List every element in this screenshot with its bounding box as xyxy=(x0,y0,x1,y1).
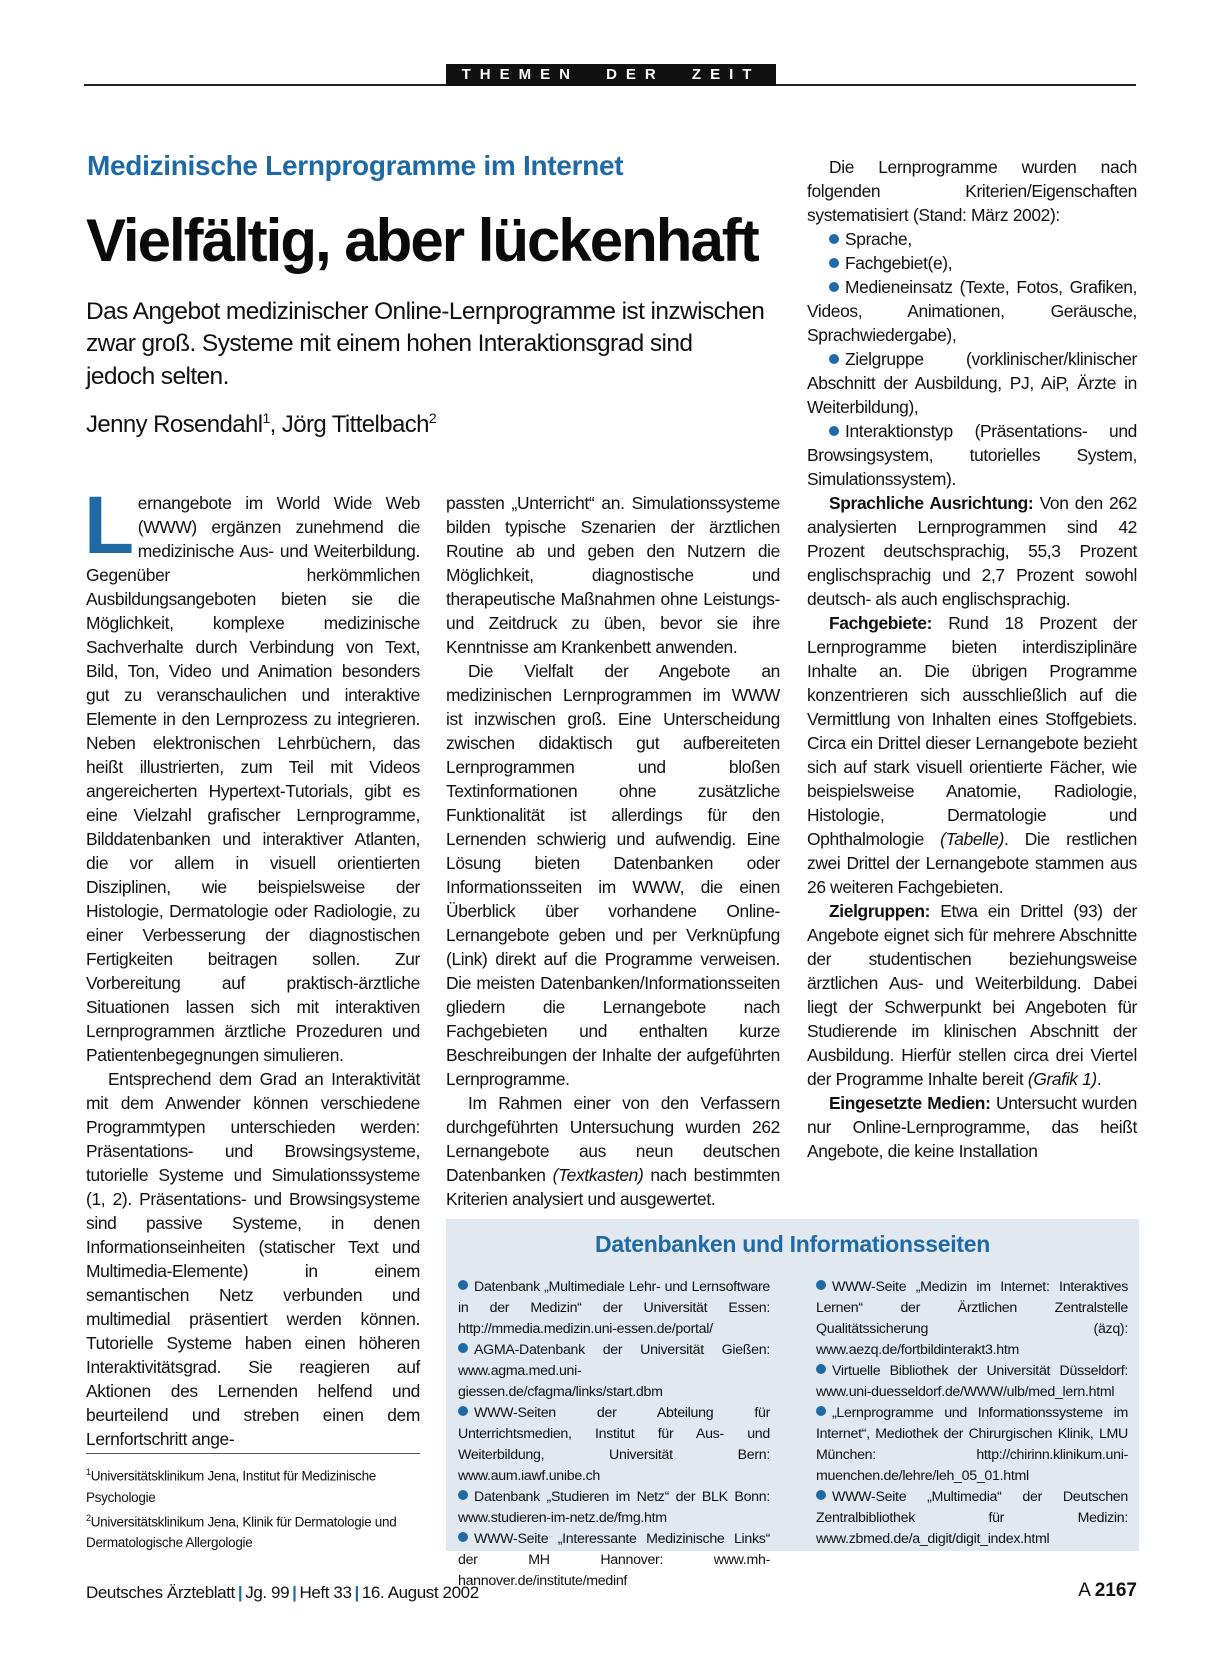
page-footer xyxy=(86,1583,479,1603)
paragraph: Entsprechend dem Grad an Interaktivität mit dem Anwender können verschiedene Programmtypen unterschieden werden: Präsentations- und Browsingsysteme, tutorielle Systeme und Simulationssysteme (1, 2). Präsentations- und Browsingsysteme sind passive Systeme, in denen Informationseinheiten (statischer Text und Multimedia-Elemente) in einem semantischen Netz verbunden und multimedial präsentiert werden können. Tutorielle Systeme haben einen höheren Interaktivitätsgrad. Sie reagieren auf Aktionen des Lernenden helfend und beurteilend und streben einen dem Lernfortschritt ange- xyxy=(86,1069,420,1449)
bullet-icon xyxy=(458,1343,468,1353)
paragraph-text: Untersucht wurden nur Online-Lernprogramme, das heißt Angebote, die keine Installation xyxy=(807,1093,1137,1161)
article-kicker: Medizinische Lernprogramme im Internet xyxy=(87,150,624,181)
article-authors xyxy=(86,410,436,439)
section-run-in-heading: Sprachliche Ausrichtung: xyxy=(829,493,1034,513)
criteria-list-item xyxy=(807,227,1137,251)
resource-text: „Lernprogramme und Informationssysteme im Internet“, Mediothek der Chirurgischen Klinik, LMU München: http://chirinn.klinikum.uni-muenchen.de/lehre/leh_05_01.html xyxy=(816,1405,1128,1484)
paragraph: Die Vielfalt der Angebote an medizinischen Lernprogrammen im WWW ist inzwischen groß. Eine Unterscheidung zwischen didaktisch gut aufbereiteten Lernprogrammen und bloßen Textinformationen ohne zusätzliche Funktionalität ist allerdings für den Lernenden schwierig und aufwendig. Eine Lösung bieten Datenbanken oder Informationsseiten im WWW, die einen Überblick über vorhandene Online-Lernangebote geben und per Verknüpfung (Link) direkt auf die Programme verweisen. Die meisten Datenbanken/Informationsseiten gliedern die Lernangebote nach Fachgebieten und enthalten kurze Beschreibungen der Inhalte der aufgeführten Lernprogramme. xyxy=(446,661,780,1089)
paragraph-text: Im Rahmen einer von den Verfassern durchgeführten Untersuchung wurden 262 Lernangebote aus neun deutschen Datenbanken xyxy=(446,1093,780,1185)
bullet-icon xyxy=(458,1532,468,1542)
bullet-icon xyxy=(829,354,839,364)
list-item-text: Interaktionstyp (Präsentations- und Browsingsystem, tutorielles System, Simulationssystem). xyxy=(807,421,1137,489)
resource-list-item xyxy=(458,1340,770,1403)
resource-text: Datenbank „Studieren im Netz“ der BLK Bonn: www.studieren-im-netz.de/fmg.htm xyxy=(458,1489,770,1526)
list-item-text: Fachgebiet(e), xyxy=(845,253,953,273)
criteria-list-item xyxy=(807,251,1137,275)
footnote-number: 2 xyxy=(86,1512,91,1523)
page-number-value: 2167 xyxy=(1094,1580,1137,1601)
bullet-icon xyxy=(829,426,839,436)
page-prefix: A xyxy=(1078,1580,1091,1601)
section-run-in-heading: Fachgebiete: xyxy=(829,613,933,633)
body-column-1 xyxy=(84,480,420,1451)
bullet-icon xyxy=(816,1490,826,1500)
body-column-3 xyxy=(807,155,1137,1163)
paragraph xyxy=(807,1091,1137,1163)
bullet-icon xyxy=(816,1406,826,1416)
author-footnote-ref: 2 xyxy=(428,410,437,426)
list-item-text: Zielgruppe (vorklinischer/klinischer Abschnitt der Ausbildung, PJ, AiP, Ärzte in Weiterbildung), xyxy=(807,349,1137,417)
section-run-in-heading: Zielgruppen: xyxy=(829,901,931,921)
footnotes xyxy=(86,1462,420,1553)
footnote-number: 1 xyxy=(86,1467,91,1477)
footnote-text: Universitätsklinikum Jena, Institut für Medizinische Psychologie xyxy=(86,1468,376,1505)
criteria-list-item xyxy=(807,275,1137,347)
paragraph xyxy=(446,1091,780,1211)
footnote xyxy=(86,1508,420,1554)
footer-separator: | xyxy=(237,1583,243,1602)
footer-separator: | xyxy=(292,1583,297,1602)
paragraph-text: . Die restlichen zwei Drittel der Lernangebote stammen aus 26 weiteren Fachgebieten. xyxy=(807,829,1137,897)
drop-cap: L xyxy=(84,480,134,571)
resource-list-item xyxy=(458,1277,770,1340)
info-box xyxy=(446,1219,1139,1589)
publication-date: 16. August 2002 xyxy=(361,1583,479,1602)
bullet-icon xyxy=(829,234,839,244)
paragraph-text: ernangebote im World Wide Web (WWW) ergänzen zunehmend die medizinische Aus- und Weiterbildung. Gegenüber herkömmlichen Ausbildungsangeboten bieten sie die Möglichkeit, komplexe medizinische Sachverhalte durch Verbindung von Text, Bild, Ton, Video und Animation besonders gut zu veranschaulichen und interaktive Elemente in den Lernprozess zu integrieren. Neben elektronischen Lehrbüchern, das heißt illustrierten, zum Teil mit Videos angereicherten Hypertext-Tutorials, gibt es eine Vielzahl grafischer Lernprogramme, Bilddatenbanken und interaktiver Atlanten, die vor allem in visuell orientierten Disziplinen, wie beispielsweise der Histologie, Dermatologie oder Radiologie, zu einer Verbesserung der diagnostischen Fertigkeiten beitragen sollen. Zur Vorbereitung auf praktisch-ärztliche Situationen lassen sich mit interaktiven Lernprogrammen ärztliche Prozeduren und Patientenbegegnungen simulieren. xyxy=(86,493,420,1065)
bullet-icon xyxy=(829,282,839,292)
paragraph xyxy=(84,480,420,1067)
resource-text: WWW-Seite „Medizin im Internet: Interaktives Lernen“ der Ärztlichen Zentralstelle Qualitätssicherung (äzq): www.aezq.de/fortbildinterakt3.htm xyxy=(816,1279,1128,1358)
journal-issue: Heft 33 xyxy=(299,1583,352,1602)
resource-text: WWW-Seite „Multimedia“ der Deutschen Zentralbibliothek für Medizin: www.zbmed.de/a_digit/digit_index.html xyxy=(816,1489,1128,1547)
paragraph-text: Von den 262 analysierten Lernprogrammen sind 42 Prozent deutschsprachig, 55,3 Prozent englischsprachig und 2,7 Prozent sowohl deutsch- als auch englischsprachig. xyxy=(807,493,1138,609)
page-number xyxy=(1078,1580,1137,1602)
paragraph xyxy=(807,611,1137,899)
author-name: Jörg Tittelbach xyxy=(281,411,429,438)
resource-text: WWW-Seiten der Abteilung für Unterrichtsmedien, Institut für Aus- und Weiterbildung, Universität Bern: www.aum.iawf.unibe.ch xyxy=(458,1405,770,1484)
info-box-title: Datenbanken und Informationsseiten xyxy=(595,1231,990,1257)
article-headline: Vielfältig, aber lückenhaft xyxy=(86,207,758,274)
paragraph: passten „Unterricht“ an. Simulationssysteme bilden typische Szenarien der ärztlichen Routine ab und geben den Nutzern die Möglichkeit, diagnostische und therapeutische Maßnahmen ohne Leistungs- und Zeitdruck zu üben, bevor sie ihre Kenntnisse am Krankenbett anwenden. xyxy=(446,493,780,657)
resource-list-item xyxy=(816,1487,1128,1550)
list-item-text: Sprache, xyxy=(845,229,912,249)
info-box-column-left xyxy=(458,1277,770,1592)
paragraph: Die Lernprogramme wurden nach folgenden Kriterien/Eigenschaften systematisiert (Stand: März 2002): xyxy=(807,157,1137,225)
list-item-text: Medieneinsatz (Texte, Fotos, Grafiken, Videos, Animationen, Geräusche, Sprachwiedergabe), xyxy=(807,277,1137,345)
resource-list-item xyxy=(816,1403,1128,1487)
author-name: Jenny Rosendahl xyxy=(86,411,263,438)
resource-text: Datenbank „Multimediale Lehr- und Lernsoftware in der Medizin“ der Universität Essen: http://mmedia.medizin.uni-essen.de/portal/ xyxy=(458,1279,770,1337)
resource-list-item xyxy=(458,1529,770,1592)
journal-volume: Jg. 99 xyxy=(245,1583,290,1602)
info-box-column-right xyxy=(816,1277,1128,1550)
journal-name: Deutsches Ärzteblatt xyxy=(86,1583,235,1602)
criteria-list-item xyxy=(807,347,1137,419)
author-separator: , xyxy=(269,411,282,438)
paragraph-text: nach bestimmten Kriterien analysiert und ausgewertet. xyxy=(446,1165,780,1209)
footnote-rule xyxy=(86,1453,420,1454)
bullet-icon xyxy=(458,1490,468,1500)
paragraph xyxy=(807,491,1137,611)
bullet-icon xyxy=(829,258,839,268)
bullet-icon xyxy=(458,1406,468,1416)
bullet-icon xyxy=(816,1280,826,1290)
resource-list-item xyxy=(458,1403,770,1487)
bullet-icon xyxy=(816,1364,826,1374)
section-label: THEMEN DER ZEIT xyxy=(446,64,776,86)
resource-text: AGMA-Datenbank der Universität Gießen: www.agma.med.uni-giessen.de/cfagma/links/start.dbm xyxy=(458,1342,770,1400)
cross-reference: (Grafik 1) xyxy=(1027,1069,1097,1089)
author-footnote-ref: 1 xyxy=(262,410,270,426)
resource-list-item xyxy=(458,1487,770,1529)
cross-reference: (Tabelle) xyxy=(940,829,1005,849)
bullet-icon xyxy=(458,1280,468,1290)
cross-reference: (Textkasten) xyxy=(552,1165,644,1185)
paragraph-text: Etwa ein Drittel (93) der Angebote eignet sich für mehrere Abschnitte der studentischen beziehungsweise ärztlichen Aus- und Weiterbildung. Dabei liegt der Schwerpunkt bei Angeboten für Studierende im klinischen Abschnitt der Ausbildung. Hierfür stellen circa drei Viertel der Programme Inhalte bereit xyxy=(807,901,1137,1089)
footnote xyxy=(86,1462,420,1508)
paragraph-text: . xyxy=(1096,1069,1102,1089)
criteria-list-item xyxy=(807,419,1137,491)
article-lead: Das Angebot medizinischer Online-Lernprogramme ist inzwischen zwar groß. Systeme mit einem hohen Interaktionsgrad sind jedoch selten. xyxy=(86,298,765,390)
resource-text: Virtuelle Bibliothek der Universität Düsseldorf: www.uni-duesseldorf.de/WWW/ulb/med_lern.html xyxy=(816,1363,1128,1400)
resource-list-item xyxy=(816,1361,1128,1403)
resource-text: WWW-Seite „Interessante Medizinische Links“ der MH Hannover: www.mh-hannover.de/institute/medinf xyxy=(458,1531,770,1589)
paragraph xyxy=(807,899,1137,1091)
paragraph-text: Rund 18 Prozent der Lernprogramme bieten interdisziplinäre Inhalte an. Die übrigen Programme konzentrieren sich ausschließlich auf die Vermittlung von Inhalten eines Stoffgebiets. Circa ein Drittel dieser Lernangebote bezieht sich auf stark visuell orientierte Fächer, wie beispielsweise Anatomie, Radiologie, Histologie, Dermatologie und Ophthalmologie xyxy=(807,613,1137,849)
footnote-text: Universitätsklinikum Jena, Klinik für Dermatologie und Dermatologische Allergologie xyxy=(86,1514,397,1550)
body-column-2 xyxy=(446,491,780,1211)
section-run-in-heading: Eingesetzte Medien: xyxy=(829,1093,991,1113)
footer-separator: | xyxy=(354,1583,359,1602)
resource-list-item xyxy=(816,1277,1128,1361)
